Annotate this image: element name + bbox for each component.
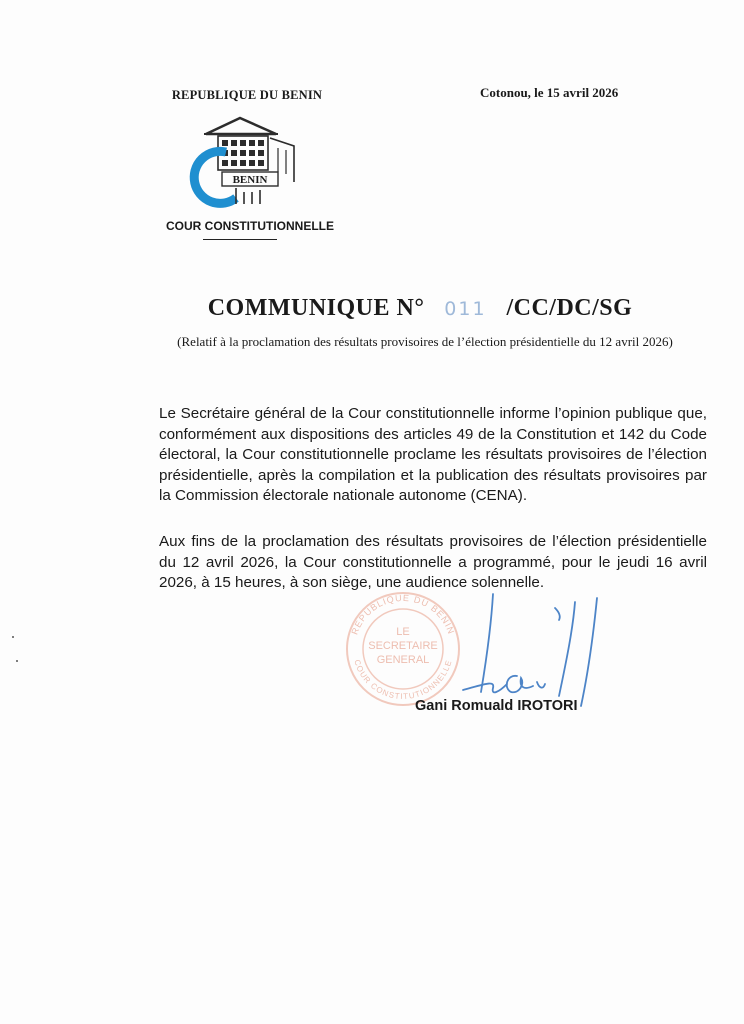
stamp-line-2: SECRETAIRE [368,640,438,652]
logo-text: BENIN [232,174,268,186]
court-name: COUR CONSTITUTIONNELLE [166,219,334,233]
stamp-line-3: GENERAL [376,654,430,666]
stamp-line-1: LE [396,626,410,638]
body-paragraph-2: Aux fins de la proclamation des résultats provisoires de l’élection présidentielle du 12 avril 2026, la Cour constitutionnelle a programmé, pour le jeudi 16 avril 2026, à 15 heures, à son siège, une audience solennelle. [159,533,707,592]
place-date: Cotonou, le 15 avril 2026 [480,85,619,100]
court-underline [203,239,277,240]
court-logo [178,112,308,212]
title-number: 011 [444,298,487,320]
body-paragraph-1: Le Secrétaire général de la Cour constitutionnelle informe l’opinion publique que, conformément aux dispositions des articles 49 de la Constitution et 142 du Code électoral, la Cour constitutionnelle proclame les résultats provisoires de l’élection présidentielle, après la compilation et la publication des résultats provisoires par la Commission électorale nationale autonome (CENA). [159,405,707,505]
republic-heading: REPUBLIQUE DU BENIN [171,88,323,102]
stamp-ring-text: REPUBLIQUE DU BENIN [349,592,457,636]
title-suffix: /CC/DC/SG [506,295,633,321]
official-stamp [335,587,470,707]
signatory-name: Gani Romuald IROTORI [415,698,578,714]
communique-subtitle: (Relatif à la proclamation des résultats provisoires de l’élection présidentielle du 12 avril 2026) [177,334,673,349]
communique-title [160,295,680,322]
title-prefix: COMMUNIQUE N° [207,295,425,321]
scan-speck [12,636,14,638]
stamp-lower-text: COUR CONSTITUTIONNELLE [352,658,454,702]
scan-speck [16,660,18,662]
